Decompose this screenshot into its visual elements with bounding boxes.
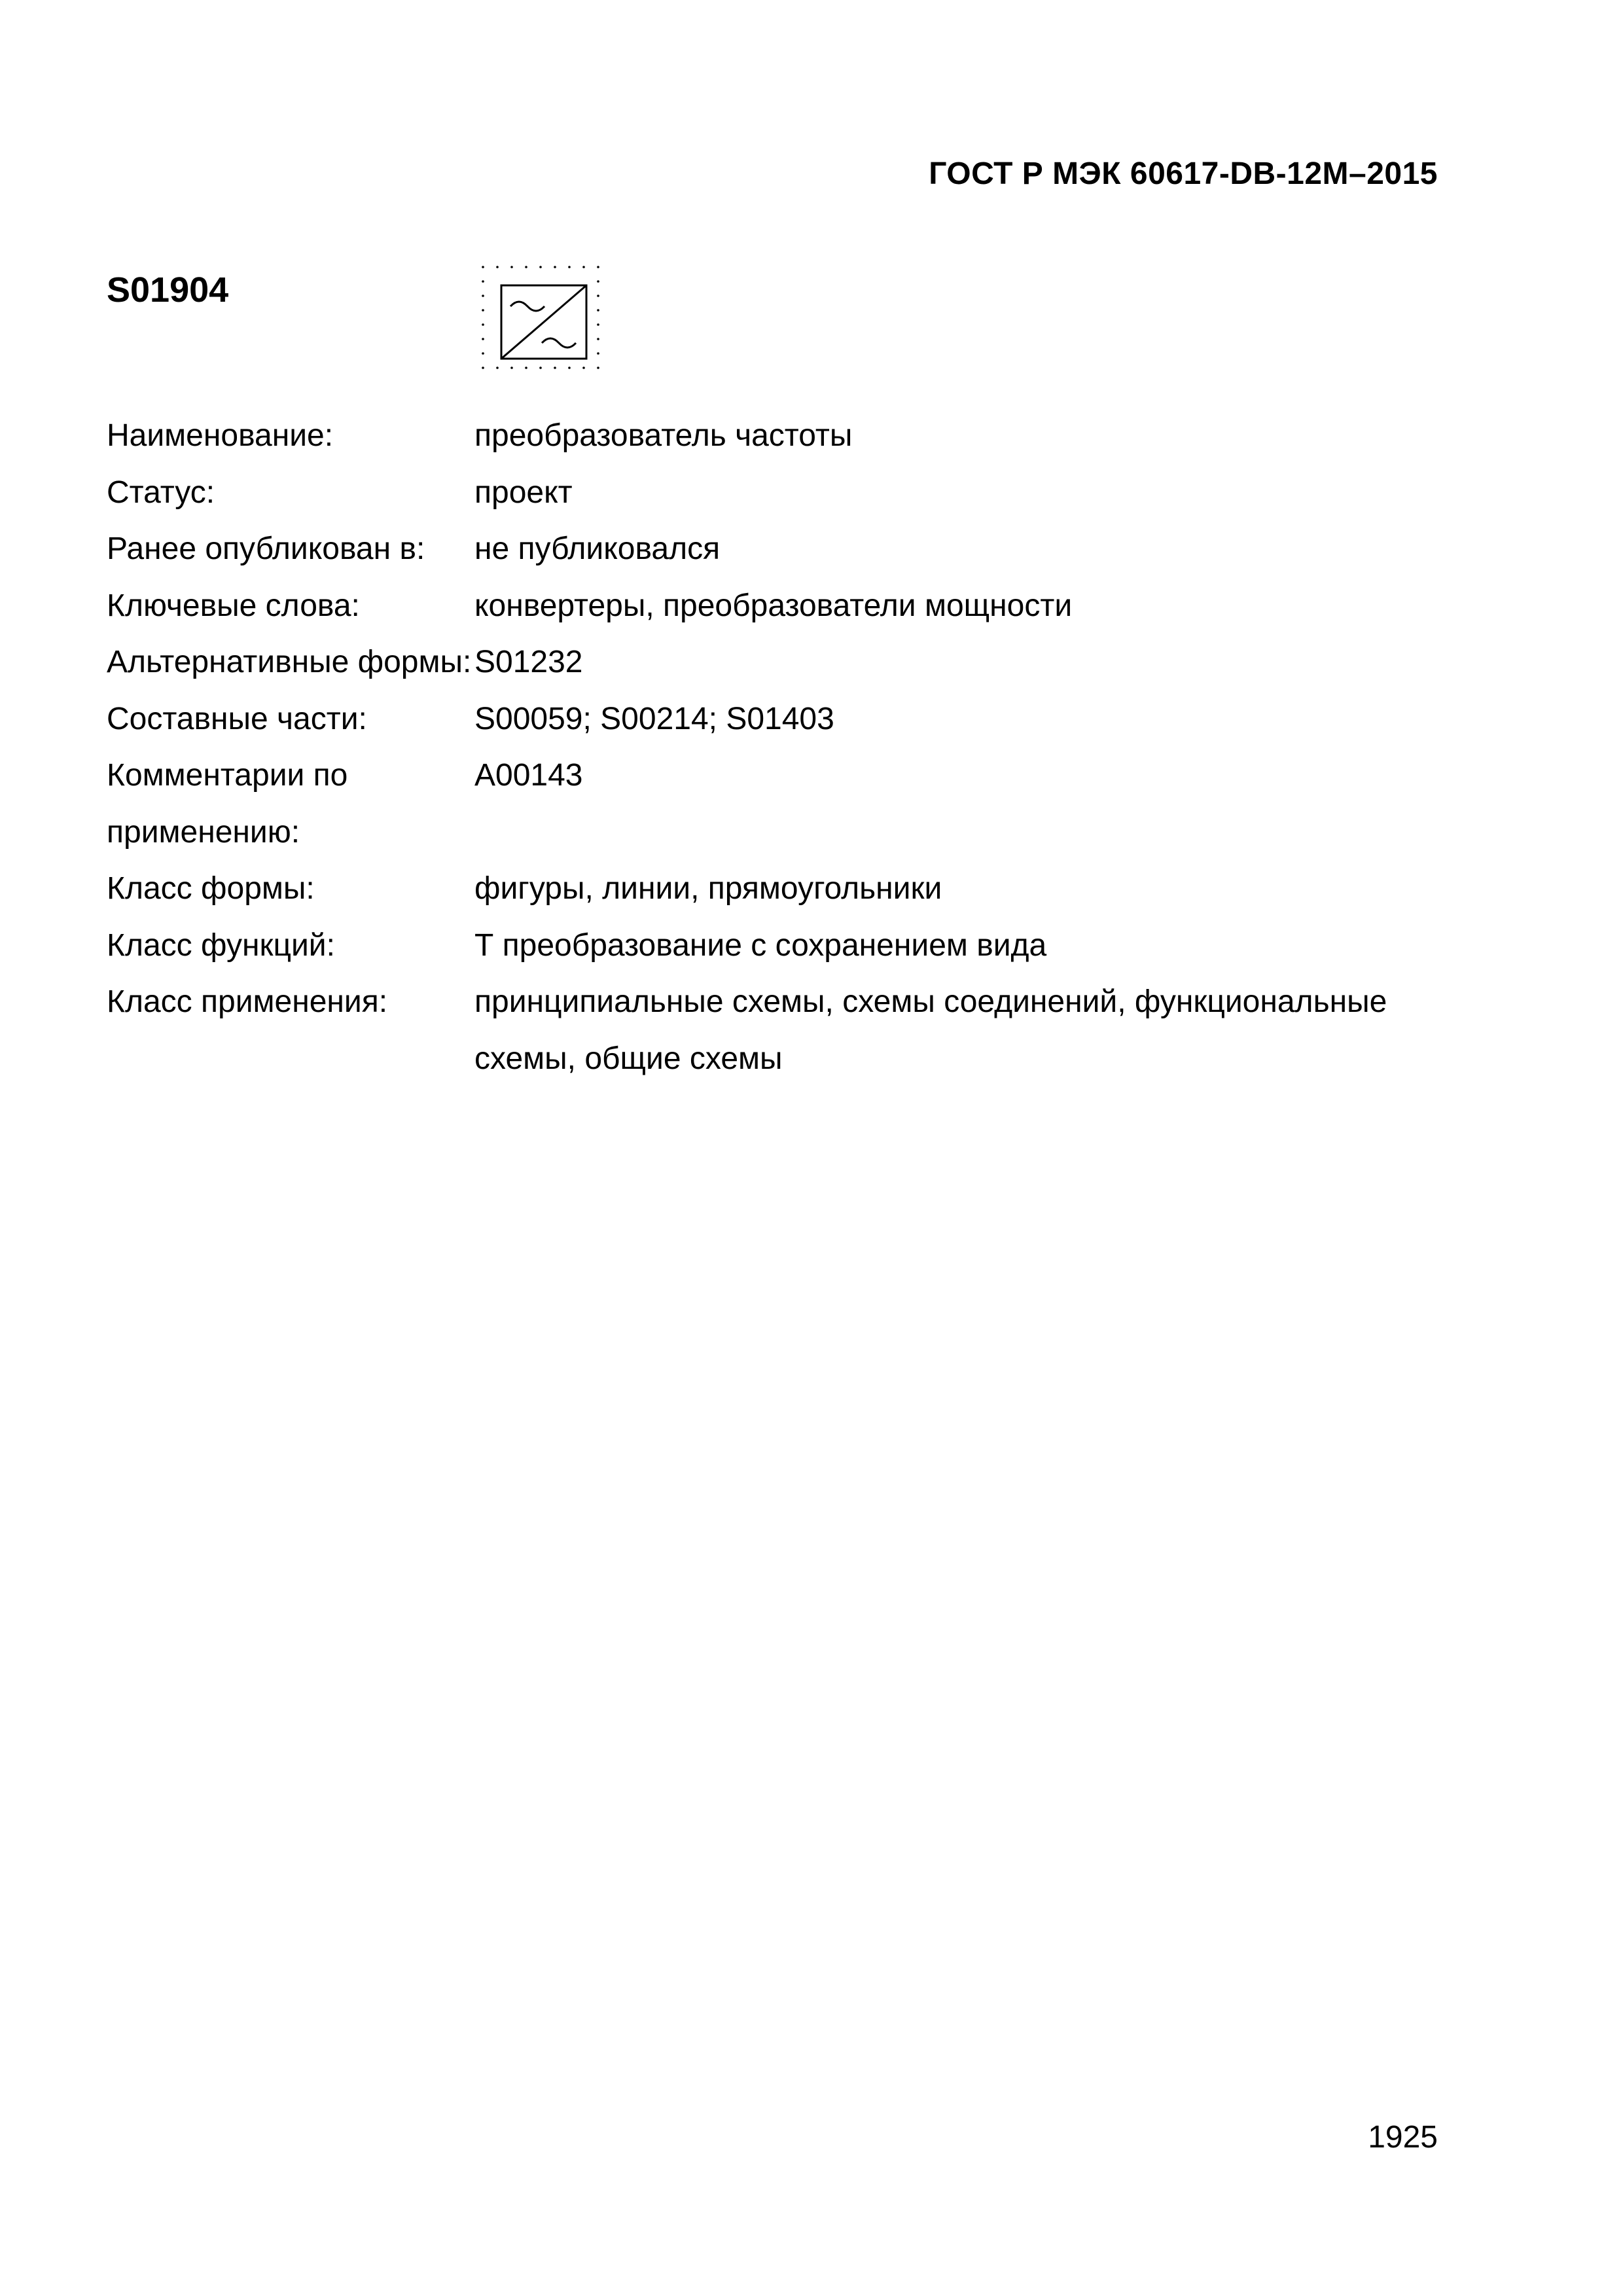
property-label: Статус: [107, 475, 215, 510]
property-value: S01232 [474, 645, 583, 679]
property-label: Ключевые слова: [107, 588, 360, 623]
grid-dot [597, 323, 599, 326]
property-label: Наименование: [107, 418, 334, 453]
grid-dot [597, 367, 599, 369]
symbol-id: S01904 [107, 270, 229, 310]
grid-dot [597, 295, 599, 297]
grid-dot [597, 309, 599, 312]
grid-dot [597, 266, 599, 268]
property-value: принципиальные схемы, схемы соединений, функциональные схемы, общие схемы [474, 984, 1387, 1076]
property-value: не публиковался [474, 531, 721, 566]
grid-dot [582, 367, 585, 369]
grid-dot [582, 266, 585, 268]
property-label: Альтернативные формы: [107, 645, 472, 679]
property-value: конвертеры, преобразователи мощности [474, 588, 1073, 623]
property-value: проект [474, 475, 573, 510]
grid-dot [554, 367, 556, 369]
property-row-status [107, 465, 1416, 522]
property-value: Т преобразование с сохранением вида [474, 927, 1047, 963]
property-row-function-class [107, 918, 1416, 975]
grid-dot [482, 266, 484, 268]
grid-dot [496, 367, 499, 369]
grid-dot [510, 367, 513, 369]
property-value: S00059; S00214; S01403 [474, 701, 834, 736]
grid-dot [482, 280, 484, 283]
grid-dot [510, 266, 513, 268]
upper-sine-wave [510, 302, 544, 311]
grid-dot [539, 367, 542, 369]
lower-sine-wave [542, 338, 576, 348]
property-label: Класс применения: [107, 984, 388, 1019]
grid-dot [482, 338, 484, 340]
property-row-published [107, 521, 1416, 578]
grid-dot [482, 352, 484, 355]
property-row-form-class [107, 861, 1416, 918]
frequency-converter-icon [473, 262, 616, 384]
dot-grid [482, 266, 599, 369]
grid-dot [525, 367, 527, 369]
grid-dot [568, 266, 571, 268]
property-row-alternative-forms [107, 634, 1416, 691]
property-label: Класс функций: [107, 927, 335, 963]
property-value: фигуры, линии, прямоугольники [474, 871, 942, 906]
property-row-keywords [107, 578, 1416, 635]
grid-dot [525, 266, 527, 268]
symbol-diagonal [501, 285, 586, 359]
property-label: Ранее опубликован в: [107, 531, 425, 566]
property-row-name [107, 408, 1416, 465]
grid-dot [482, 295, 484, 297]
grid-dot [539, 266, 542, 268]
grid-dot [597, 338, 599, 340]
property-row-application-class [107, 974, 1416, 1087]
property-value: преобразователь частоты [474, 418, 853, 453]
property-list [107, 408, 1416, 1087]
grid-dot [482, 323, 484, 326]
grid-dot [597, 352, 599, 355]
page-number: 1925 [1368, 2120, 1438, 2155]
property-label: Составные части: [107, 701, 367, 736]
property-value: A00143 [474, 758, 583, 793]
grid-dot [568, 367, 571, 369]
property-row-application-notes [107, 747, 1416, 861]
property-label: Комментарии по применению: [107, 758, 348, 850]
grid-dot [482, 309, 484, 312]
document-header: ГОСТ Р МЭК 60617-DB-12M–2015 [929, 156, 1438, 191]
property-row-components [107, 691, 1416, 748]
grid-dot [482, 367, 484, 369]
property-label: Класс формы: [107, 871, 315, 906]
grid-dot [597, 280, 599, 283]
grid-dot [554, 266, 556, 268]
grid-dot [496, 266, 499, 268]
